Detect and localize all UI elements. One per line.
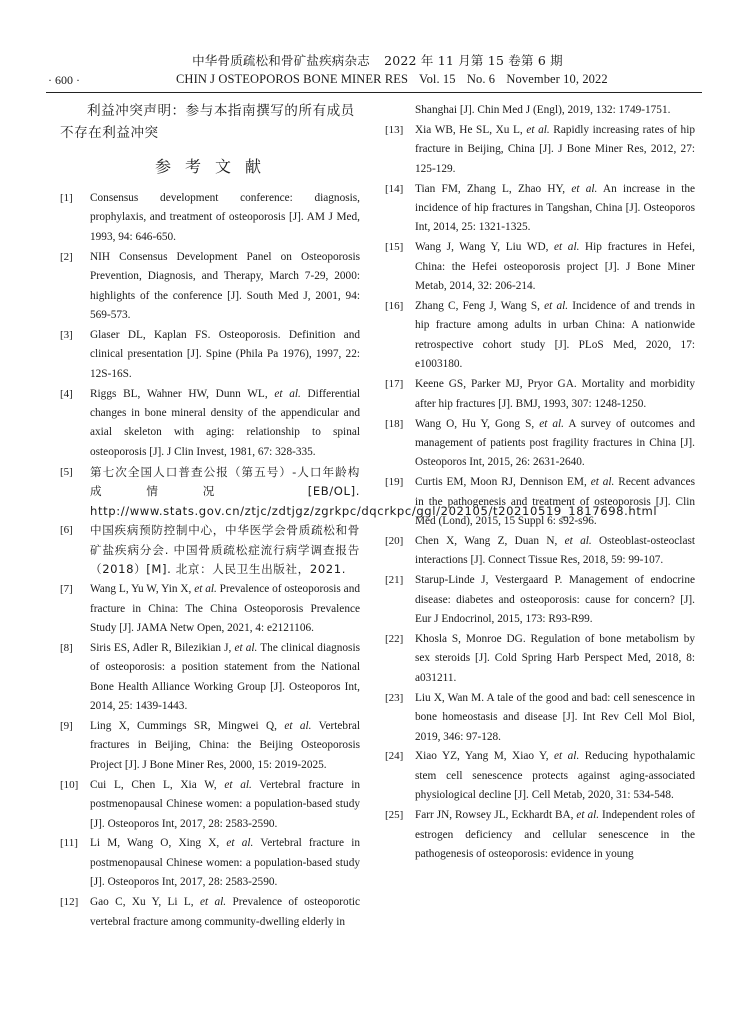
reference-text: Ling X, Cummings SR, Mingwei Q, et al. Vertebral fractures in Beijing, China: the Beijing Osteoporosis Project [J]. J Bone Miner Res, 2000, 15: 2019-2025.	[90, 719, 360, 771]
references-heading: 参考文献	[154, 157, 275, 176]
reference-number: [1]	[60, 192, 73, 204]
reference-text: 第七次全国人口普查公报（第五号）-人口年龄构成情况 [EB/OL]. http://www.stats.gov.cn/ztjc/zdtjgz/zgrkpc/dqcrkpc/ggl/202105/t20210519_1817698.html	[90, 464, 658, 518]
reference-text: Glaser DL, Kaplan FS. Osteoporosis. Definition and clinical presentation [J]. Spine (Phila Pa 1976), 1997, 22: 12S-16S.	[90, 328, 360, 380]
et-al: et al.	[590, 476, 615, 489]
reference-text: Wang O, Hu Y, Gong S, et al. A survey of outcomes and management of patients post fragility fractures in China [J]. Osteoporos Int, 2015, 26: 2631-2640.	[415, 417, 695, 469]
issue-cn: 2022 年 11 月第 15 卷第 6 期	[384, 53, 563, 68]
header-journal-cn-line	[0, 51, 753, 69]
reference-item	[60, 776, 360, 834]
et-al: et al.	[544, 300, 569, 313]
reference-text: Wang L, Yu W, Yin X, et al. Prevalence of osteoporosis and fracture in China: The China Osteoporosis Prevalence Study [J]. JAMA Netw Open, 2021, 4: e2121106.	[90, 583, 360, 634]
reference-number: [6]	[60, 524, 73, 537]
reference-text: Cui L, Chen L, Xia W, et al. Vertebral fracture in postmenopausal Chinese women: a population-based study [J]. Osteoporos Int, 2017, 28: 2583-2590.	[90, 778, 360, 830]
reference-continuation: Shanghai [J]. Chin Med J (Engl), 2019, 132: 1749-1751.	[415, 104, 671, 116]
reference-item	[60, 580, 360, 638]
reference-item	[60, 189, 360, 247]
reference-number: [22]	[385, 632, 404, 645]
reference-text: Farr JN, Rowsey JL, Eckhardt BA, et al. Independent roles of estrogen deficiency and cellular senescence in the pathogenesis of osteoporosis: evidence in young	[415, 809, 695, 860]
reference-list-right	[385, 121, 695, 864]
et-al: et al.	[224, 778, 252, 791]
reference-number: [24]	[385, 750, 404, 763]
et-al: et al.	[226, 837, 254, 850]
reference-item	[60, 893, 360, 932]
reference-text: NIH Consensus Development Panel on Osteoporosis Prevention, Diagnosis, and Therapy, March 7-29, 2000: highlights of the conference [J]. South Med J, 2001, 94: 569-573.	[90, 250, 360, 321]
reference-number: [12]	[60, 896, 79, 909]
reference-item	[385, 375, 695, 414]
et-al: et al.	[571, 182, 598, 195]
reference-item	[60, 639, 360, 717]
et-al: et al.	[274, 387, 301, 400]
reference-text: Siris ES, Adler R, Bilezikian J, et al. The clinical diagnosis of osteoporosis: a position statement from the National Bone Health Alliance Working Group [J]. Osteoporos Int, 2014, 25: 1439-1443.	[90, 641, 360, 713]
reference-number: [14]	[385, 182, 404, 195]
reference-number: [5]	[60, 465, 73, 478]
reference-number: [13]	[385, 123, 404, 136]
reference-item	[385, 415, 695, 473]
et-al: et al.	[194, 583, 217, 596]
reference-number: [4]	[60, 387, 73, 400]
reference-text: Curtis EM, Moon RJ, Dennison EM, et al. Recent advances in the pathogenesis and treatment of osteoporosis [J]. Clin Med (Lond), 2015, 15 Suppl 6: s92-s96.	[415, 476, 695, 528]
et-al: et al.	[554, 241, 580, 254]
et-al: et al.	[554, 750, 580, 763]
page-number: · 600 ·	[48, 73, 80, 87]
journal-title-cn: 中华骨质疏松和骨矿盐疾病杂志	[192, 53, 370, 68]
reference-item	[385, 180, 695, 238]
reference-number: [18]	[385, 417, 404, 430]
et-al: et al.	[526, 123, 550, 136]
reference-text: Wang J, Wang Y, Liu WD, et al. Hip fractures in Hefei, China: the Hefei osteoporosis project [J]. J Bone Miner Metab, 2014, 32: 206-214.	[415, 241, 695, 293]
header-journal-en-line	[176, 72, 608, 87]
reference-text: Keene GS, Parker MJ, Pryor GA. Mortality and morbidity after hip fractures [J]. BMJ, 1993, 307: 1248-1250.	[415, 378, 695, 410]
reference-item	[385, 806, 695, 864]
reference-item	[60, 521, 360, 579]
reference-number: [9]	[60, 719, 73, 732]
conflict-of-interest-statement: 利益冲突声明：参与本指南撰写的所有成员不存在利益冲突	[60, 103, 355, 141]
reference-number: [19]	[385, 476, 404, 489]
et-al: et al.	[200, 896, 227, 909]
reference-text: Gao C, Xu Y, Li L, et al. Prevalence of osteoporotic vertebral fracture among community-dwelling elderly in	[90, 896, 360, 928]
reference-number: [21]	[385, 574, 404, 587]
issue-date: November 10, 2022	[506, 72, 608, 86]
reference-item	[385, 630, 695, 688]
et-al: et al.	[539, 417, 564, 430]
reference-text: Zhang C, Feng J, Wang S, et al. Incidence of and trends in hip fracture among adults in urban China: A nationwide retrospective cohort study [J]. PLoS Med, 2020, 17: e1003180.	[415, 300, 695, 371]
reference-item	[60, 717, 360, 775]
reference-text: Chen X, Wang Z, Duan N, et al. Osteoblast-osteoclast interactions [J]. Connect Tissue Res, 2018, 59: 99-107.	[415, 534, 695, 567]
et-al: et al.	[234, 641, 258, 654]
reference-item	[60, 326, 360, 384]
reference-number: [8]	[60, 641, 73, 654]
reference-item	[385, 689, 695, 747]
reference-item	[385, 297, 695, 375]
reference-number: [2]	[60, 250, 73, 263]
et-al: et al.	[564, 534, 592, 547]
reference-number: [25]	[385, 809, 404, 822]
reference-number: [3]	[60, 328, 73, 341]
reference-number: [7]	[60, 583, 73, 596]
reference-item	[385, 532, 695, 571]
reference-number: [17]	[385, 378, 404, 391]
journal-title-en: CHIN J OSTEOPOROS BONE MINER RES	[176, 72, 409, 86]
reference-number: [16]	[385, 300, 404, 313]
volume: Vol. 15	[419, 72, 456, 86]
right-column	[385, 101, 695, 865]
reference-number: [20]	[385, 534, 404, 547]
reference-text: Consensus development conference: diagnosis, prophylaxis, and treatment of osteoporosis [J]. AM J Med, 1993, 94: 646-650.	[90, 192, 360, 243]
header-rule	[46, 92, 702, 93]
reference-number: [23]	[385, 691, 404, 704]
reference-item	[385, 571, 695, 629]
reference-text: Riggs BL, Wahner HW, Dunn WL, et al. Differential changes in bone mineral density of the appendicular and axial skeleton with aging: relationship to spinal osteoporosis [J]. J Clin Invest, 1981, 67: 328-335.	[90, 387, 361, 458]
issue-number: No. 6	[466, 72, 496, 86]
reference-text: Li M, Wang O, Xing X, et al. Vertebral fracture in postmenopausal Chinese women: a population-based study [J]. Osteoporos Int, 2017, 28: 2583-2590.	[90, 837, 360, 889]
reference-number: [15]	[385, 241, 404, 254]
reference-item	[385, 747, 695, 805]
reference-text: Tian FM, Zhang L, Zhao HY, et al. An increase in the incidence of hip fractures in Tangshan, China [J]. Osteoporos Int, 2014, 25: 1321-1325.	[415, 182, 695, 234]
reference-text: 中国疾病预防控制中心，中华医学会骨质疏松和骨矿盐疾病分会. 中国骨质疏松症流行病学调查报告（2018）[M]. 北京：人民卫生出版社，2021.	[90, 523, 360, 577]
reference-item	[60, 248, 360, 326]
reference-text: Xia WB, He SL, Xu L, et al. Rapidly increasing rates of hip fracture in Beijing, China [J]. J Bone Miner Res, 2012, 27: 125-129.	[415, 123, 695, 175]
reference-item	[385, 121, 695, 179]
reference-text: Starup-Linde J, Vestergaard P. Management of endocrine disease: diabetes and osteoporosis: cause for concern? [J]. Eur J Endocrinol, 2015, 173: R93-R99.	[415, 574, 695, 626]
reference-text: Liu X, Wan M. A tale of the good and bad: cell senescence in bone homeostasis and disease [J]. Int Rev Cell Mol Biol, 2019, 346: 97-128.	[415, 691, 695, 743]
reference-item	[385, 473, 695, 531]
reference-item	[385, 238, 695, 296]
reference-item	[60, 385, 360, 463]
reference-number: [11]	[60, 837, 78, 850]
et-al: et al.	[576, 809, 600, 822]
reference-item	[60, 834, 360, 892]
et-al: et al.	[284, 719, 312, 732]
reference-number: [10]	[60, 778, 79, 791]
reference-text: Khosla S, Monroe DG. Regulation of bone metabolism by sex steroids [J]. Cold Spring Harb Perspect Med, 2018, 8: a031211.	[415, 632, 695, 684]
reference-text: Xiao YZ, Yang M, Xiao Y, et al. Reducing hypothalamic stem cell senescence protects against aging-associated physiological decline [J]. Cell Metab, 2020, 31: 534-548.	[415, 750, 695, 802]
